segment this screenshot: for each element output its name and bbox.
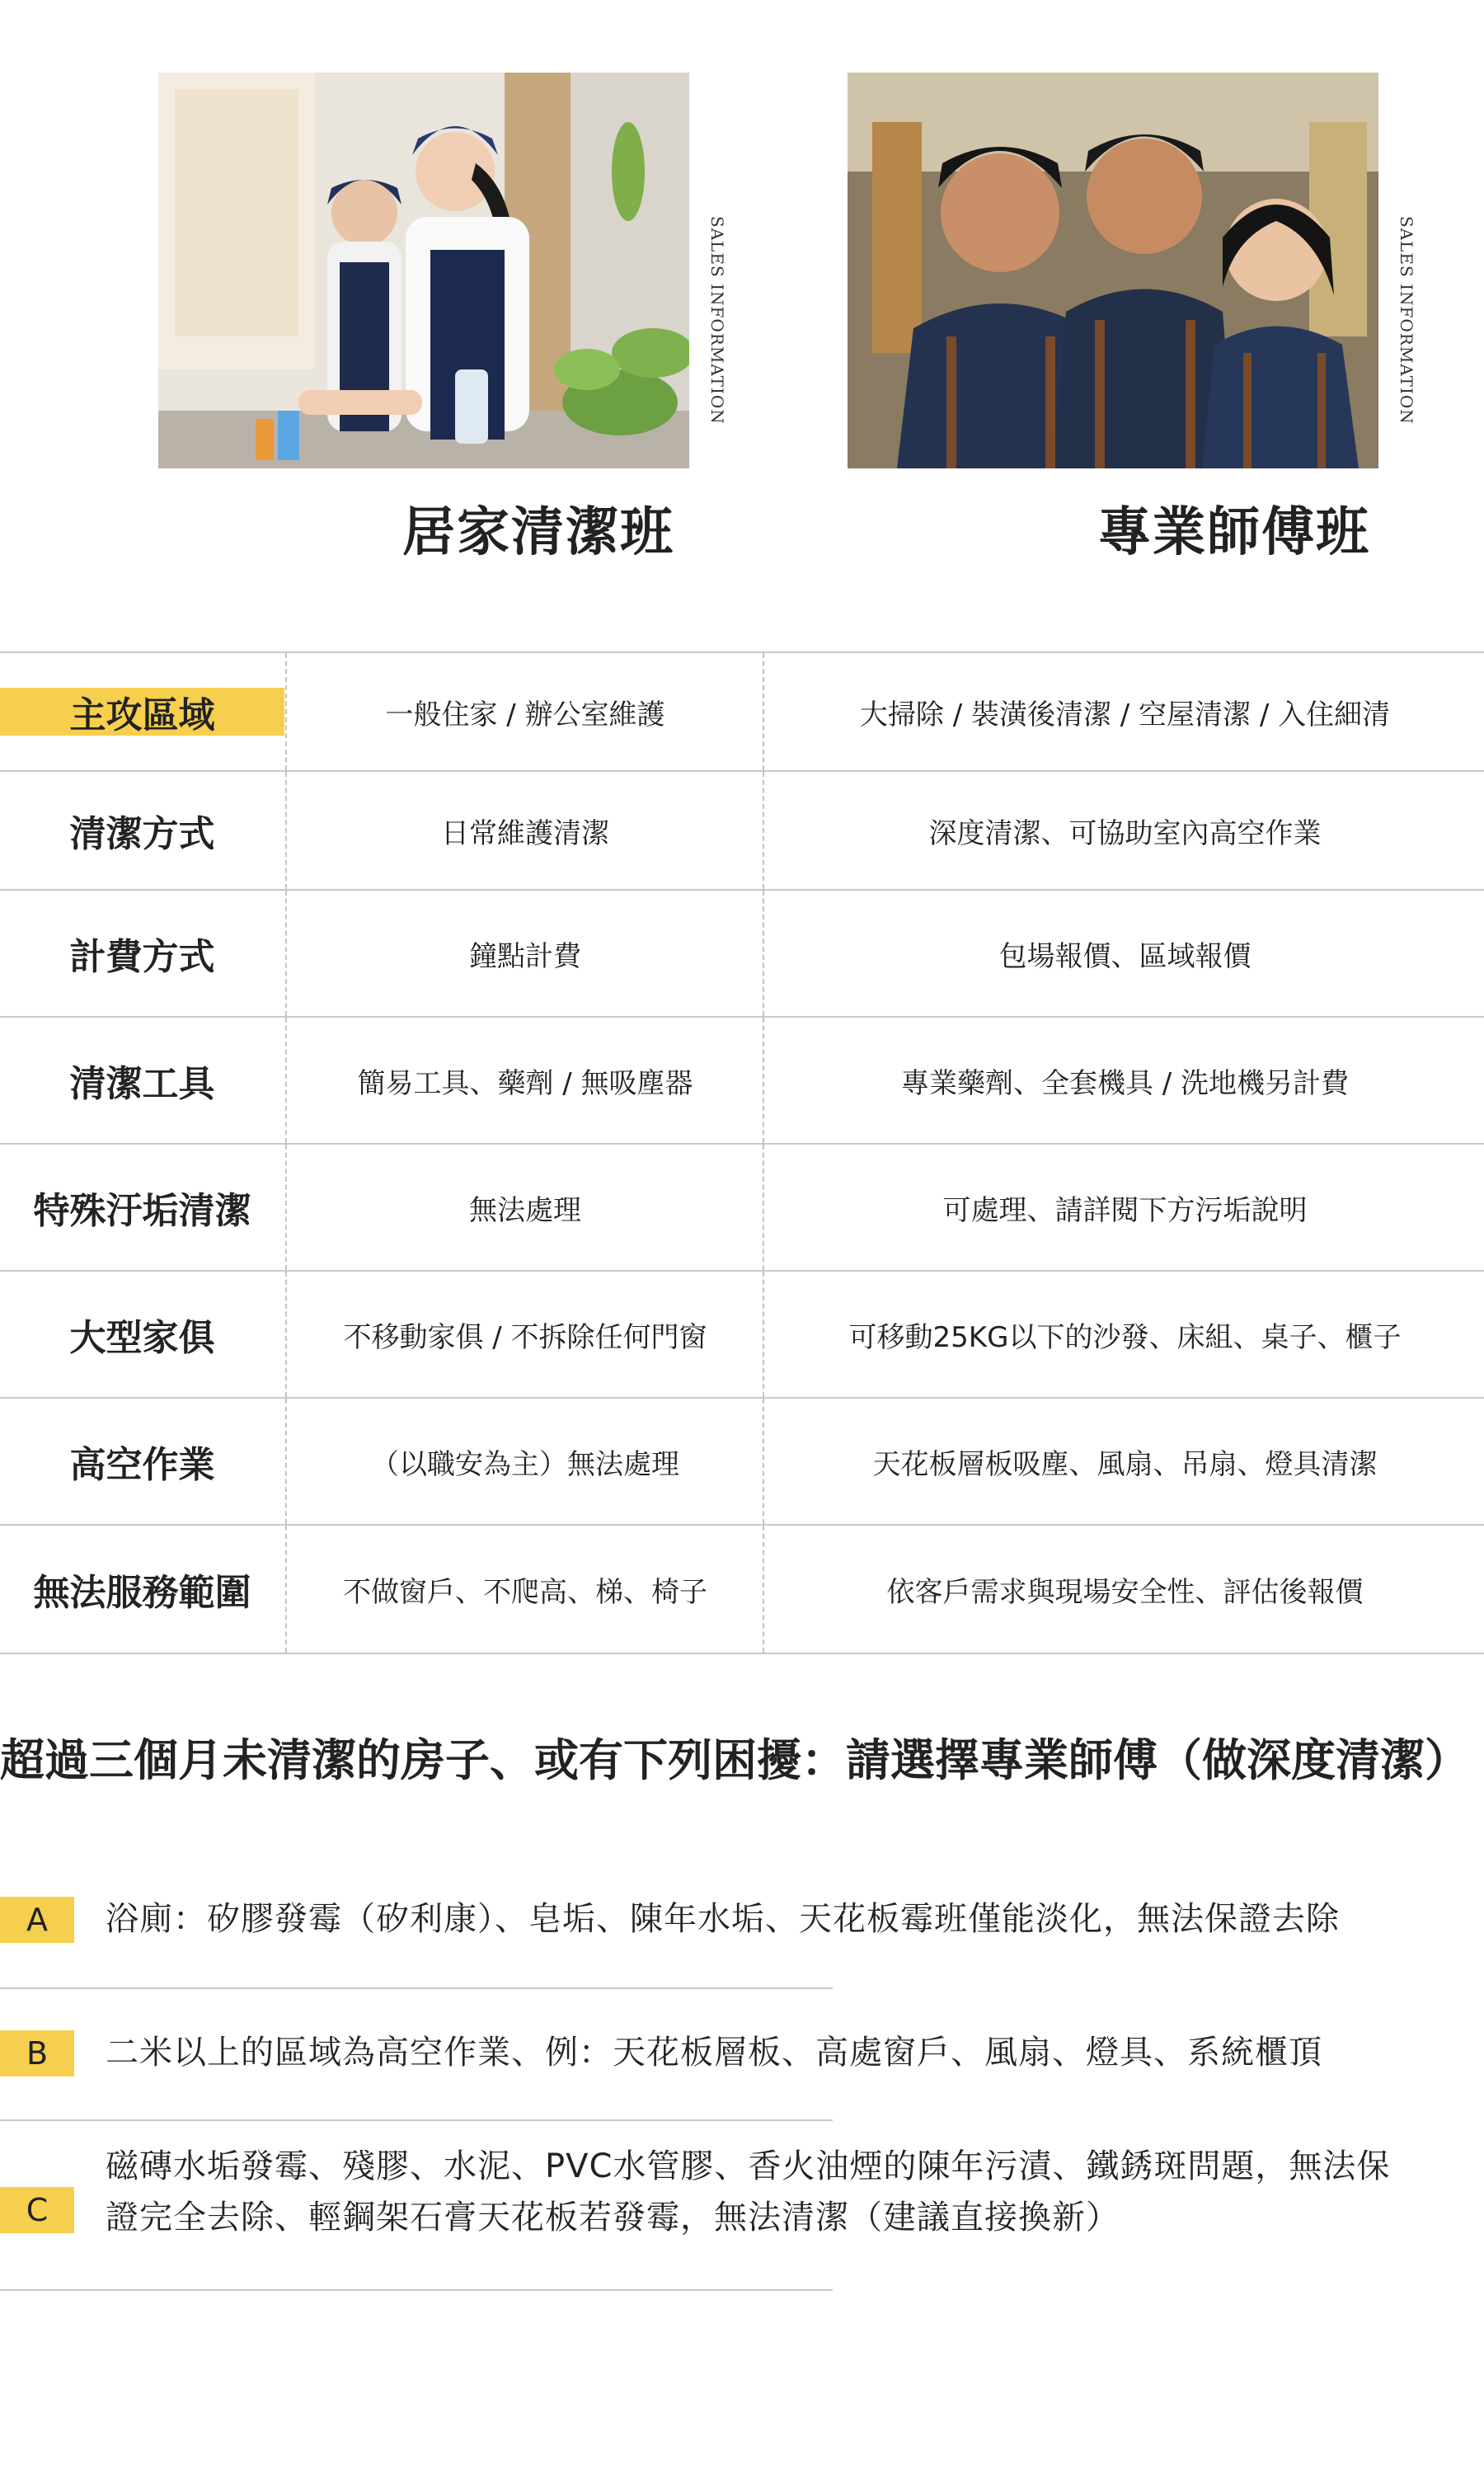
table-row-method xyxy=(0,770,1484,889)
row-label: 無法服務範圍 xyxy=(33,1572,251,1614)
home-cell: 簡易工具、藥劑 / 無吸塵器 xyxy=(285,1018,763,1143)
pro-cell: 依客戶需求與現場安全性、評估後報價 xyxy=(763,1526,1484,1653)
home-cell: 鐘點計費 xyxy=(285,891,763,1016)
pro-cell: 專業藥劑、全套機具 / 洗地機另計費 xyxy=(763,1018,1484,1143)
table-row-area xyxy=(0,651,1484,770)
row-label: 計費方式 xyxy=(69,936,215,978)
side-text-home: SALES INFORMATION xyxy=(707,216,727,425)
row-label: 清潔方式 xyxy=(69,813,215,855)
row-label: 高空作業 xyxy=(69,1444,215,1486)
divider xyxy=(0,2289,833,2291)
home-cell: （以職安為主）無法處理 xyxy=(285,1399,763,1524)
home-cell: 日常維護清潔 xyxy=(285,772,763,889)
row-label-text: 主攻區域 xyxy=(69,694,215,736)
course-title-home: 居家清潔班 xyxy=(402,501,674,563)
home-cleaning-photo xyxy=(158,73,689,468)
comparison-table xyxy=(0,651,1484,1654)
professional-team-photo xyxy=(848,73,1378,468)
pro-cell: 天花板層板吸塵、風扇、吊扇、燈具清潔 xyxy=(763,1399,1484,1524)
pro-cell: 深度清潔、可協助室內高空作業 xyxy=(763,772,1484,889)
home-cell: 不做窗戶、不爬高、梯、椅子 xyxy=(285,1526,763,1653)
row-label: 清潔工具 xyxy=(69,1063,215,1105)
row-label xyxy=(0,653,284,770)
divider xyxy=(0,1987,833,1989)
side-text-pro: SALES INFORMATION xyxy=(1397,216,1416,425)
divider xyxy=(0,2119,833,2121)
home-cell: 不移動家俱 / 不拆除任何門窗 xyxy=(285,1272,763,1397)
pro-cell: 大掃除 / 裝潢後清潔 / 空屋清潔 / 入住細清 xyxy=(763,653,1484,770)
item-text: 浴廁：矽膠發霉（矽利康）、皂垢、陳年水垢、天花板霉班僅能淡化，無法保證去除 xyxy=(106,1900,1340,1938)
table-row-height xyxy=(0,1397,1484,1524)
pro-cell: 可處理、請詳閱下方污垢說明 xyxy=(763,1145,1484,1270)
item-badge: B xyxy=(0,2030,74,2077)
table-row-exclusions xyxy=(0,1524,1484,1654)
table-row-stains xyxy=(0,1143,1484,1270)
row-label: 特殊汙垢清潔 xyxy=(33,1190,251,1232)
home-cell: 一般住家 / 辦公室維護 xyxy=(285,653,763,770)
table-row-furniture xyxy=(0,1270,1484,1397)
course-title-pro: 專業師傅班 xyxy=(1098,501,1370,563)
item-text: 磁磚水垢發霉、殘膠、水泥、PVC水管膠、香火油煙的陳年污漬、鐵銹斑問題，無法保證完全去除、輕鋼架石膏天花板若發霉，無法清潔（建議直接換新） xyxy=(106,2147,1391,2236)
item-badge: A xyxy=(0,1897,74,1943)
table-row-pricing xyxy=(0,889,1484,1016)
pro-cell: 包場報價、區域報價 xyxy=(763,891,1484,1016)
row-label: 大型家俱 xyxy=(69,1317,215,1359)
home-cell: 無法處理 xyxy=(285,1145,763,1270)
item-badge: C xyxy=(0,2187,74,2233)
pro-cell: 可移動25KG以下的沙發、床組、桌子、櫃子 xyxy=(763,1272,1484,1397)
item-text: 二米以上的區域為高空作業、例：天花板層板、高處窗戶、風扇、燈具、系統櫃頂 xyxy=(106,2034,1322,2072)
table-row-tools xyxy=(0,1016,1484,1143)
notice-title: 超過三個月未清潔的房子、或有下列困擾：請選擇專業師傅（做深度清潔） xyxy=(0,1733,1469,1786)
